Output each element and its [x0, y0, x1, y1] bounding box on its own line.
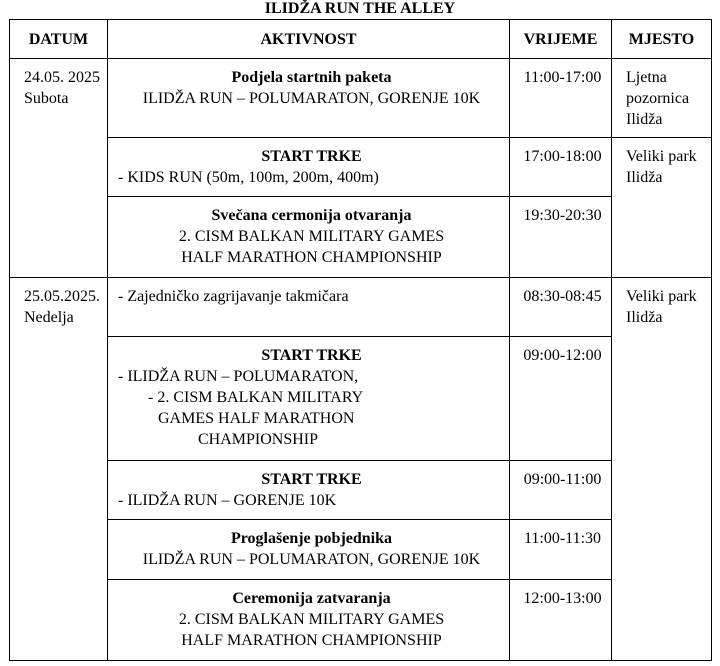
day2-date: 25.05.2025. Nedelja: [10, 278, 108, 661]
table-row: [10, 520, 712, 580]
time-cell: 12:00-13:00: [510, 580, 612, 661]
header-activity: AKTIVNOST: [108, 20, 510, 59]
activity-line: HALF MARATHON CHAMPIONSHIP: [181, 249, 442, 266]
time-cell: 11:00-17:00: [510, 59, 612, 138]
table-row: [10, 278, 712, 337]
activity-cell: [108, 580, 510, 661]
table-row: [10, 461, 712, 520]
activity-heading: START TRKE: [261, 471, 362, 488]
activity-line: CHAMPIONSHIP: [198, 431, 319, 448]
table-row: [10, 197, 712, 278]
activity-heading: Proglašenje pobjednika: [230, 530, 393, 547]
time-cell: 08:30-08:45: [510, 278, 612, 337]
table-row: [10, 337, 712, 461]
activity-heading: START TRKE: [261, 148, 362, 165]
day1-date: 24.05. 2025 Subota: [10, 59, 108, 278]
activity-cell: [108, 520, 510, 580]
activity-line: - ILIDŽA RUN – GORENJE 10K: [118, 492, 337, 509]
time-cell: 19:30-20:30: [510, 197, 612, 278]
table-row: [10, 580, 712, 661]
day1-place-1: Ljetna pozornica Ilidža: [612, 59, 712, 138]
schedule-table: [9, 19, 712, 661]
activity-cell: [108, 278, 510, 337]
time-cell: 09:00-11:00: [510, 461, 612, 520]
document-title: ILIDŽA RUN THE ALLEY: [264, 0, 456, 17]
activity-line: ILIDŽA RUN – POLUMARATON, GORENJE 10K: [142, 551, 481, 568]
activity-heading: Svečana cermonija otvaranja: [211, 207, 412, 224]
time-cell: 17:00-18:00: [510, 138, 612, 197]
activity-line: HALF MARATHON CHAMPIONSHIP: [181, 632, 442, 649]
activity-cell: [108, 461, 510, 520]
activity-cell: [108, 337, 510, 461]
activity-line: GAMES HALF MARATHON: [158, 410, 355, 427]
activity-cell: [108, 197, 510, 278]
activity-heading: START TRKE: [261, 347, 362, 364]
header-time: VRIJEME: [510, 20, 612, 59]
table-row: [10, 138, 712, 197]
activity-line: - Zajedničko zagrijavanje takmičara: [118, 288, 349, 305]
header-place: MJESTO: [612, 20, 712, 59]
activity-line: - 2. CISM BALKAN MILITARY: [148, 389, 364, 406]
activity-line: - ILIDŽA RUN – POLUMARATON,: [118, 368, 359, 385]
table-row: [10, 59, 712, 138]
table-header-row: [10, 20, 712, 59]
activity-cell: [108, 138, 510, 197]
activity-cell: [108, 59, 510, 138]
activity-line: ILIDŽA RUN – POLUMARATON, GORENJE 10K: [142, 90, 481, 107]
activity-line: 2. CISM BALKAN MILITARY GAMES: [178, 228, 445, 245]
day1-place-2: Veliki park Ilidža: [612, 138, 712, 278]
activity-line: 2. CISM BALKAN MILITARY GAMES: [178, 611, 445, 628]
time-cell: 11:00-11:30: [510, 520, 612, 580]
activity-heading: Podjela startnih paketa: [231, 69, 392, 86]
header-date: DATUM: [10, 20, 108, 59]
activity-line: - KIDS RUN (50m, 100m, 200m, 400m): [118, 169, 379, 186]
activity-heading: Ceremonija zatvaranja: [232, 590, 391, 607]
day2-place: Veliki park Ilidža: [612, 278, 712, 661]
time-cell: 09:00-12:00: [510, 337, 612, 461]
